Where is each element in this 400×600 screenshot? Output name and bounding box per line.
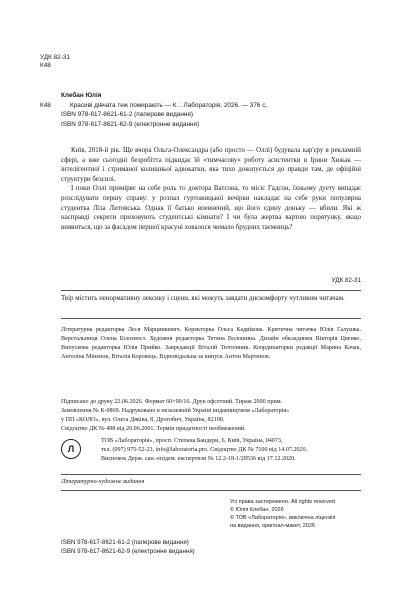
annotation-paragraph: І поки Оллі приміряє на себе роль то доктора Ватсона, то місіс Гадсон, їхньому дуету випадає розслідувати першу справу: у розпал гуртожицької вечірки накладає на себе руки популярна студентка Ліза Литовська. Однак її батько впевнений, що його єдину доньку — вбили. Які ж насправді секрети приховують студентські кімнати? І чи була жертва вартою порятунку, якщо виявиться, що за фасадом першої красуні ховалося чимало брудних таємниць? <box>61 185 361 231</box>
print-imprint <box>61 398 361 434</box>
imprint-line: Свідоцтво ДК № 498 від 20.06.2001. Термін придатності необмежений. <box>61 425 246 432</box>
udk-classification <box>40 54 70 71</box>
imprint-line: у ПП «КОЛО», вул. Олега Дяківа, 8, Дрогобич, Україна, 82100. <box>61 416 225 423</box>
bib-cutter-code: К48 <box>40 101 51 109</box>
publisher-line: Висновок Держ. сан.-епідем. експертизи № 12.2-18-1/28536 від 17.12.2020. <box>101 455 296 462</box>
bibliographic-entry <box>40 91 370 129</box>
author-heading: Клебан Юлія <box>61 92 102 99</box>
publisher-line: ТОВ «Лабораторія», просп. Степана Бандери, 6, Київ, Україна, 04073, <box>101 438 283 444</box>
isbn-paper: ISBN 978-617-8621-61-2 (паперове видання) <box>61 111 193 119</box>
content-warning: Твір містить ненормативну лексику і сцени, які можуть завдати дискомфорту чутливим читачам. <box>61 295 345 302</box>
copyright-line: Усі права застережено. All rights reserved <box>230 499 335 505</box>
imprint-line: Підписано до друку 22.06.2026. Формат 60×90/16. Друк офсетний. Тираж 2000 прим. <box>61 399 283 405</box>
udk-label: УДК 82-31 <box>40 54 70 61</box>
divider <box>61 290 361 291</box>
copyright-line: © ТОВ «Лабораторія», виключна ліцензія <box>230 514 336 521</box>
editorial-credits <box>61 326 361 362</box>
divider <box>61 474 361 475</box>
udk-footer: УДК 82-31 <box>331 277 361 284</box>
publisher-block <box>61 437 361 464</box>
publisher-logo: Л <box>61 439 81 459</box>
bottom-isbn-electronic: ISBN 978-617-8621-62-9 (електронне видання) <box>61 548 195 555</box>
imprint-line: Замовлення № К-0869. Надруковано в незалежній Україні видавництвом «Лабораторія» <box>61 407 290 414</box>
publisher-details <box>101 437 307 464</box>
bottom-isbn-block <box>61 538 195 556</box>
copyright-block <box>230 499 336 531</box>
isbn-electronic: ISBN 978-617-8621-62-9 (електронне видання) <box>61 120 200 128</box>
credits-text: Літературна редакторка Леся Марцинкевич. Коректорка Ольга Кадиїкова. Критична читачка Юлія Галушка. Верстальниця Олена Білохвост. Художня редакторка Тетяна Волошина. Дизайн обкладинки Вікторія Цвенко. Випускова редакторка Юлія Прийко. Завредакції Віталій Тютюнник. Координаторки редакції Марина Качак, Ангеліна Міненок, Віталія Коровець. Відповідальна за випуск Антон Мартинов. <box>61 327 361 360</box>
divider <box>61 490 361 491</box>
book-annotation <box>61 146 361 232</box>
genre-label: Літературно-художнє видання <box>61 478 145 485</box>
copyright-line: © Юлія Клебан, 2026 <box>230 506 284 513</box>
annotation-paragraph: Київ, 2018-й рік. Ще вчора Ольга-Олександра (або просто — Оллі) будувала кар'єру в рекламній сфері, а вже сьогодні безробітта підкидає їй «тимчасову» роботу асистентки в Ірини Хижак — інтелігентної і стриманої колишньої адвокатки, яка тихо докопується до правди там, де офіційні структури безсилі. <box>61 147 361 183</box>
divider <box>61 318 361 319</box>
copyright-line: на видання, оригінал-макет, 2026 <box>230 522 315 529</box>
cutter-code: К48 <box>40 62 51 70</box>
bottom-isbn-paper: ISBN 978-617-8621-61-2 (паперове видання) <box>61 539 189 546</box>
publisher-line: тел. (097) 975-52-23, info@laboratoria.pro. Свідоцтво ДК № 7100 від 14.07.2020. <box>101 446 308 453</box>
book-title-line: Красиві дівчата теж помирають — К. : Лабораторія, 2026. — 376 с. <box>70 101 268 109</box>
